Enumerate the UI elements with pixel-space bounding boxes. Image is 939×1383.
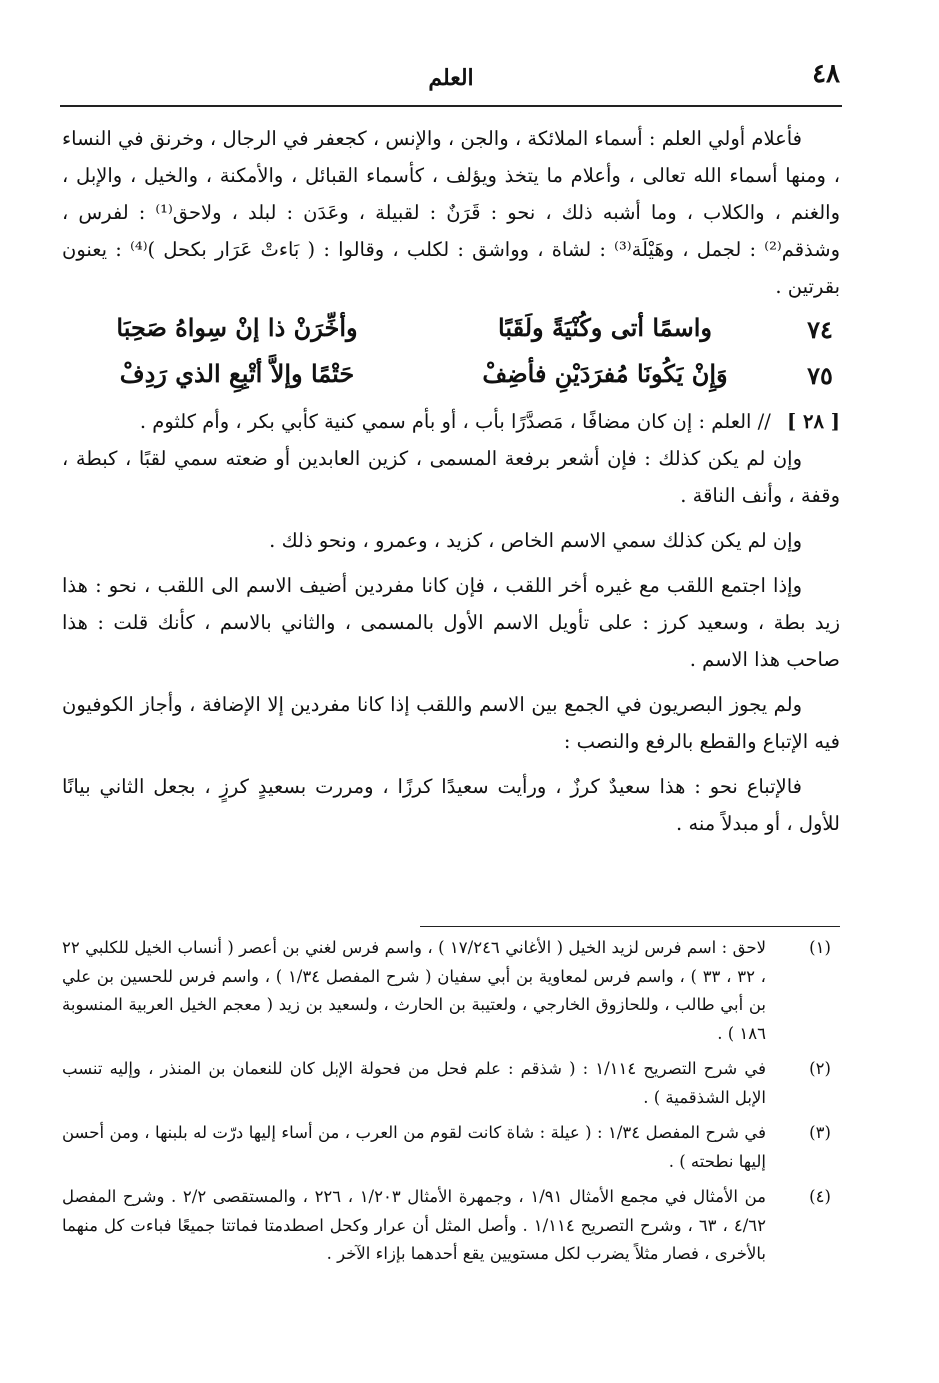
page-number: ٤٨ [812, 59, 840, 89]
paragraph-itba: فالإتباع نحو : هذا سعيدٌ كرزٌ ، ورأيت سعيدًا كرزًا ، ومررت بسعيدٍ كرزٍ ، بجعل الثاني بيانًا للأول ، أو مبدلاً منه . [62, 775, 840, 835]
verse-line [62, 357, 840, 403]
footnotes [62, 934, 840, 1276]
footnote [62, 1183, 840, 1269]
section-heading [62, 403, 840, 440]
section-number: [ ٢٨ ] [787, 410, 840, 433]
verse-hemistich-first: واسمًا أتى وكُنْيَةً ولَقَبًا [498, 313, 712, 342]
footnote [62, 1055, 840, 1112]
footnote [62, 1119, 840, 1176]
verse-number: ٧٥ [807, 361, 833, 390]
footnote-number: (٣) [809, 1123, 831, 1142]
verse-line [62, 311, 840, 357]
footnote-text: لاحق : اسم فرس لزيد الخيل ( الأغاني ١٧/٢٤٦ ) ، واسم فرس لغني بن أعصر ( أنساب الخيل للكلبي ٢٢ ، ٣٢ ، ٣٣ ) ، واسم فرس لمعاوية بن أبي سفيان ( شرح المفصل ١/٣٤ ) ، واسم فرس للحسين بن علي بن أبي طالب ، وللحازوق الخارجي ، ولعتيبة بن الحارث ، ولسعيد بن زيد ( معجم الخيل العربية المنسوبة ١٨٦ ) . [62, 938, 766, 1043]
verse-hemistich-first: وَإِنْ يَكُونَا مُفرَدَيْنِ فأضِفْ [482, 359, 728, 388]
footnote-number: (٢) [809, 1059, 831, 1078]
verse-number: ٧٤ [807, 315, 833, 344]
footnote-text: من الأمثال في مجمع الأمثال ١/٩١ ، وجمهرة الأمثال ١/٢٠٣ ، ٢٢٦ ، والمستقصى ٢/٢ . وشرح المفصل ٤/٦٢ ، ٦٣ ، وشرح التصريح ١/١١٤ . وأصل المثل أن عرار وكحل اصطدمتا فماتتا جميعًا فباءت كل منهما بالأخرى ، فصار مثلاً يضرب لكل مستويين يقع أحدهما بإزاء الآخر . [62, 1187, 766, 1263]
paragraph-laqab: وإن لم يكن كذلك : فإن أشعر برفعة المسمى ، كزين العابدين أو ضعته سمي لقبًا ، كبطة ، وقفة ، وأنف الناقة . [62, 447, 840, 507]
paragraph-combination: وإذا اجتمع اللقب مع غيره أخر اللقب ، فإن كانا مفردين أضيف الاسم الى اللقب ، نحو : هذا زيد بطة ، وسعيد كرز : على تأويل الاسم الأول بالمسمى ، والثاني بالاسم ، كأنك قلت : هذا صاحب هذا الاسم . [62, 574, 840, 671]
page-header [60, 55, 842, 107]
paragraph-proper-nouns: فأعلام أولي العلم : أسماء الملائكة ، والجن ، والإنس ، كجعفر في الرجال ، وخرنق في النساء ، ومنها أسماء الله تعالى ، وأعلام ما يتخذ ويؤلف ، كأسماء القبائل ، والأمكنة ، والخيل ، والإبل ، والغنم ، والكلاب ، وما أشبه ذلك ، نحو : قَرَنٌ : لقبيلة ، وعَدَن : لبلد ، ولاحق⁽¹⁾ : لفرس ، وشذقم⁽²⁾ : لجمل ، وهَيْلَة⁽³⁾ : لشاة ، وواشق : لكلب ، وقالوا : ( بَاءتْ عَرَار بكحل )⁽⁴⁾ : يعنون بقرتين . [62, 127, 841, 298]
footnote-divider [420, 926, 840, 927]
footnote-text: في شرح المفصل ١/٣٤ : ( عيلة : شاة كانت لقوم من العرب ، من أساء إليها درّت له بلبنها ، ومن أحسن إليها نطحته ) . [62, 1123, 766, 1171]
verse-hemistich-second: وأخِّرَنْ ذا إنْ سِواهُ صَحِبَا [116, 313, 358, 342]
footnote-number: (٤) [809, 1187, 831, 1206]
verse-hemistich-second: حَتْمًا وإلاَّ أتْبِعِ الذي رَدِفْ [119, 359, 355, 388]
footnote [62, 934, 840, 1048]
running-title: العلم [428, 65, 474, 91]
footnote-number: (١) [809, 938, 831, 957]
section-text: // العلم : إن كان مضافًا ، مَصدَّرًا بأب ، أو بأم سمي كنية كأبي بكر ، وأم كلثوم . [139, 410, 771, 433]
paragraph-ism: وإن لم يكن كذلك سمي الاسم الخاص ، كزيد ، وعمرو ، ونحو ذلك . [269, 529, 802, 552]
paragraph-basrans: ولم يجوز البصريون في الجمع بين الاسم واللقب إذا كانا مفردين إلا الإضافة ، وأجاز الكوفيون فيه الإتباع والقطع بالرفع والنصب : [62, 693, 840, 753]
footnote-text: في شرح التصريح ١/١١٤ : ( شذقم : علم فحل من فحولة الإبل كان للنعمان بن المنذر ، وإليه تنسب الإبل الشذقمية ) . [62, 1059, 766, 1107]
main-text [62, 120, 840, 842]
